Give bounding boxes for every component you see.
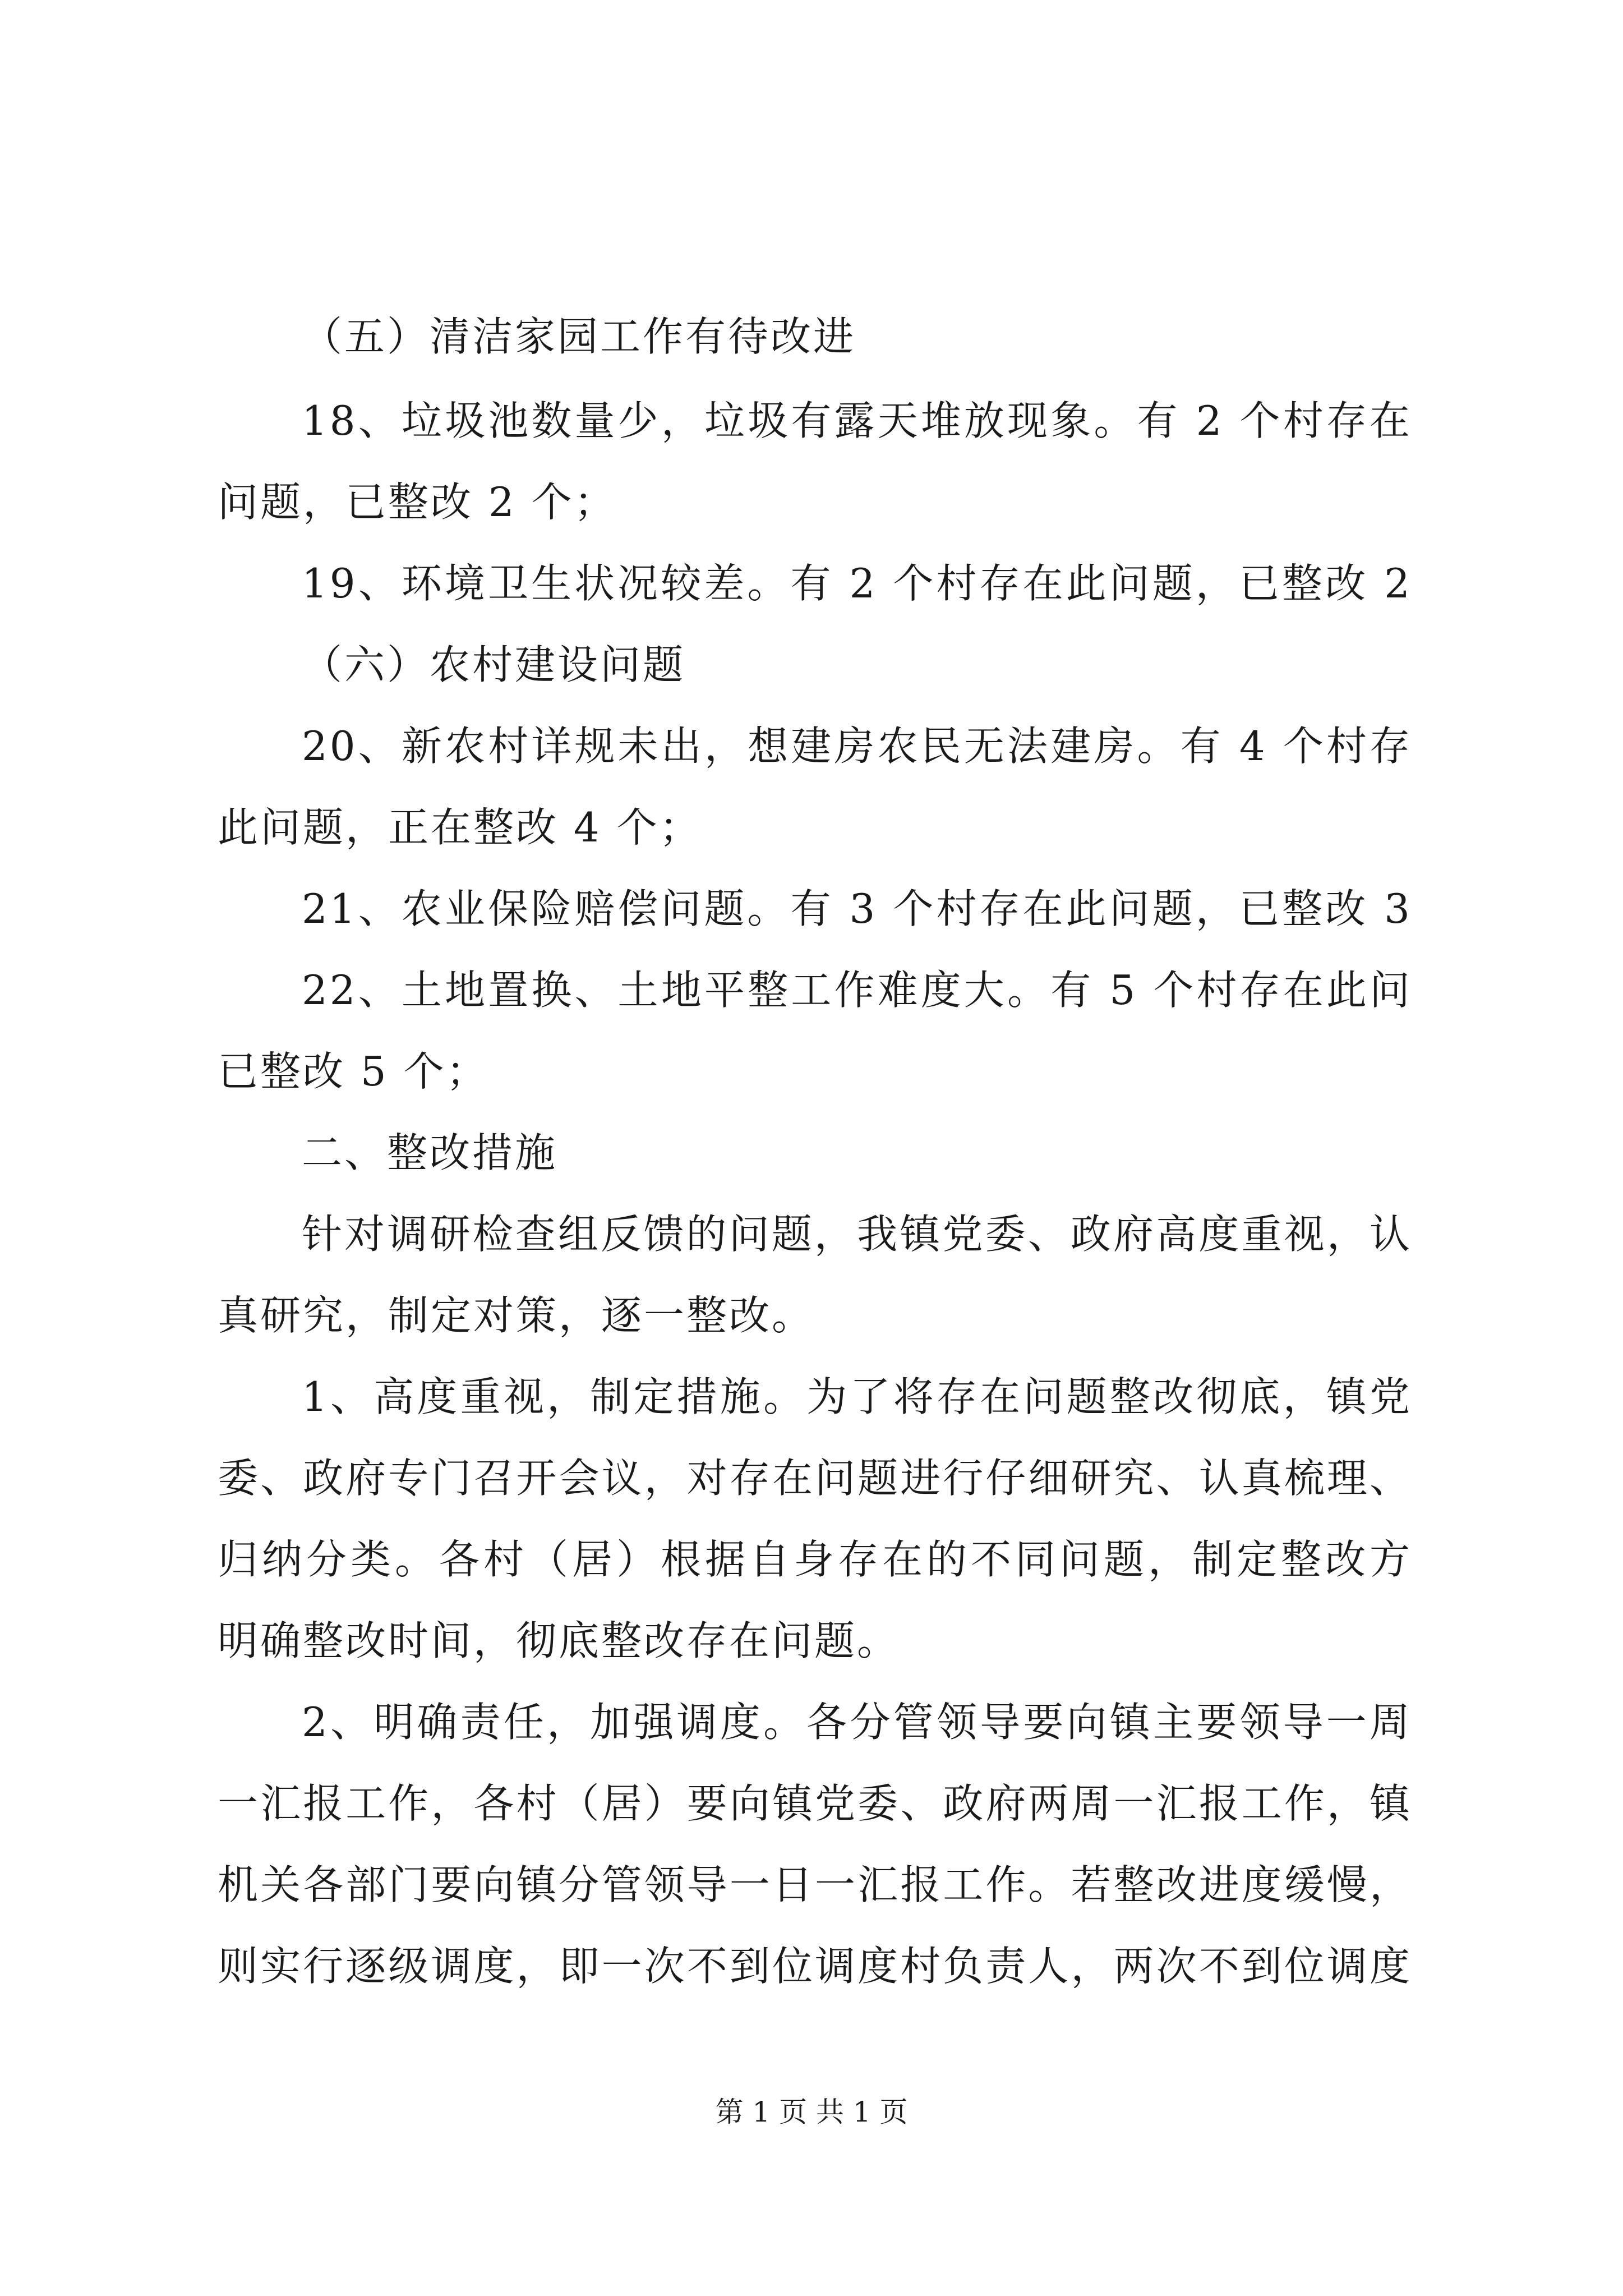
paragraph-line: 则实行逐级调度，即一次不到位调度村负责人，两次不到位调度 <box>218 1943 1412 1990</box>
page-footer: 第 1 页 共 1 页 <box>715 2096 908 2128</box>
paragraph-line: 此问题，正在整改 4 个； <box>218 804 702 851</box>
paragraph-line: 委、政府专门召开会议，对存在问题进行仔细研究、认真梳理、 <box>218 1455 1412 1502</box>
paragraph-line: 19、环境卫生状况较差。有 2 个村存在此问题，已整改 2 <box>302 560 1412 607</box>
section-heading-5: （五）清洁家园工作有待改进 <box>302 313 856 360</box>
paragraph-line: 20、新农村详规未出，想建房农民无法建房。有 4 个村存 <box>302 723 1412 770</box>
paragraph-line: 22、土地置换、土地平整工作难度大。有 5 个村存在此问 <box>302 967 1412 1014</box>
paragraph-line: 一汇报工作，各村（居）要向镇党委、政府两周一汇报工作，镇 <box>218 1780 1412 1827</box>
paragraph-line: 针对调研检查组反馈的问题，我镇党委、政府高度重视，认 <box>302 1211 1412 1258</box>
paragraph-line: 18、垃圾池数量少，垃圾有露天堆放现象。有 2 个村存在 <box>302 397 1412 444</box>
paragraph-line: 机关各部门要向镇分管领导一日一汇报工作。若整改进度缓慢， <box>218 1861 1412 1908</box>
paragraph-line: 1、高度重视，制定措施。为了将存在问题整改彻底，镇党 <box>302 1373 1412 1420</box>
paragraph-line: 2、明确责任，加强调度。各分管领导要向镇主要领导一周 <box>302 1699 1412 1746</box>
paragraph-line: 真研究，制定对策，逐一整改。 <box>218 1292 815 1339</box>
paragraph-line: 已整改 5 个； <box>218 1048 489 1095</box>
paragraph-line: 归纳分类。各村（居）根据自身存在的不同问题，制定整改方 <box>218 1536 1412 1583</box>
paragraph-line: 问题，已整改 2 个； <box>218 478 617 526</box>
paragraph-line: 21、农业保险赔偿问题。有 3 个村存在此问题，已整改 3 <box>302 885 1412 932</box>
section-heading-6: （六）农村建设问题 <box>302 641 686 688</box>
section-heading-2: 二、整改措施 <box>302 1129 558 1176</box>
paragraph-line: 明确整改时间，彻底整改存在问题。 <box>218 1617 900 1664</box>
